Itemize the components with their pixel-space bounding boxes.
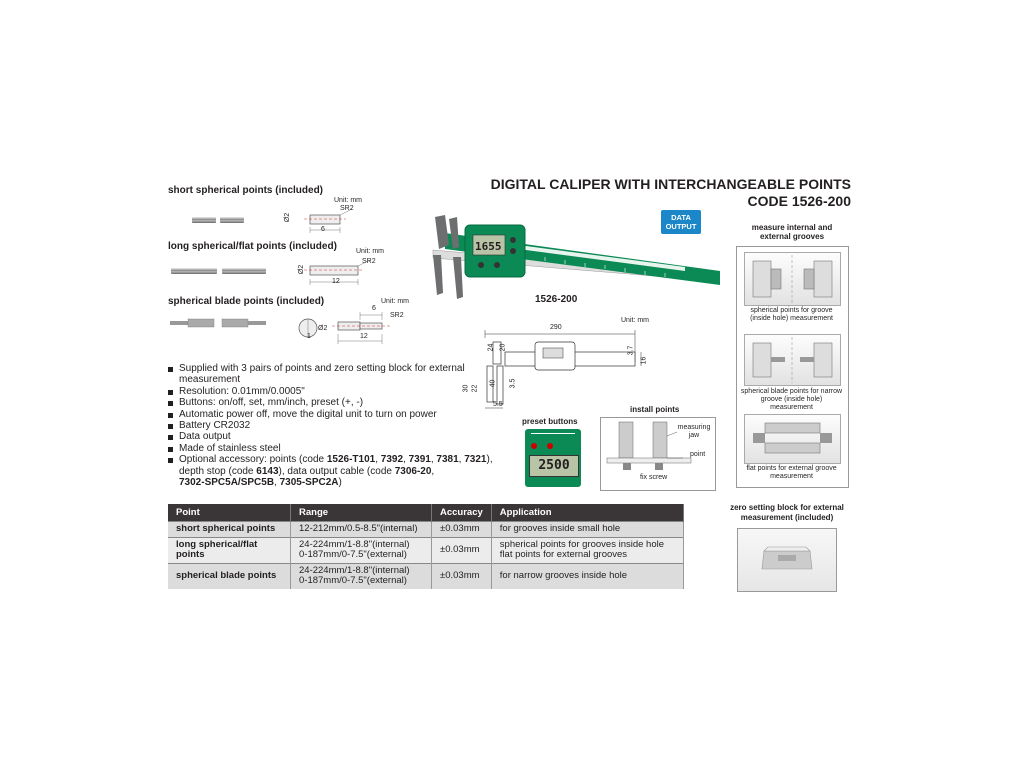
- dim-16: 16: [640, 356, 648, 365]
- blade-dia-label: Ø2: [318, 325, 328, 332]
- caliper-display-value: 1655: [475, 240, 502, 253]
- cell-accuracy: ±0.03mm: [432, 522, 492, 538]
- zero-block-title: zero setting block for external measurement (included): [730, 503, 844, 522]
- cell-point: long spherical/flat points: [168, 537, 291, 563]
- blade-point-pins: [168, 316, 278, 332]
- cell-range: 24-224mm/1-8.8"(internal) 0-187mm/0-7.5"(external): [291, 563, 432, 589]
- header-accuracy: Accuracy: [432, 504, 492, 522]
- header-application: Application: [491, 504, 683, 522]
- feature-item: Made of stainless steel: [168, 443, 498, 454]
- install-point-label: point: [690, 451, 706, 458]
- long-point-drawing: [300, 256, 400, 292]
- short-point-pin-left: [192, 217, 216, 223]
- short-point-drawing: [286, 203, 386, 239]
- cell-point: spherical blade points: [168, 563, 291, 589]
- groove-label-1: spherical points for groove (inside hole) measurement: [750, 307, 833, 322]
- feature-item: Supplied with 3 pairs of points and zero setting block for external measurement: [168, 363, 498, 386]
- dim-20: 20: [499, 343, 507, 352]
- long-unit: Unit: mm: [356, 248, 384, 255]
- long-sr-label: SR2: [362, 258, 376, 265]
- cell-range: 24-224mm/1-8.8"(internal) 0-187mm/0-7.5"(external): [291, 537, 432, 563]
- zero-block-image: [737, 528, 837, 592]
- feature-item: Automatic power off, move the digital unit to turn on power: [168, 409, 498, 420]
- table-header-row: [168, 504, 684, 522]
- cell-point: short spherical points: [168, 522, 291, 538]
- feature-list: [168, 363, 498, 488]
- blade-tip-label: 1: [307, 333, 311, 340]
- cell-application: spherical points for grooves inside hole flat points for external grooves: [491, 537, 683, 563]
- feature-item: Battery CR2032: [168, 420, 498, 431]
- long-len-label: 12: [332, 278, 340, 285]
- long-point-pin-left: [171, 268, 217, 274]
- header-point: Point: [168, 504, 291, 522]
- blade-unit: Unit: mm: [381, 298, 409, 305]
- badge-line1: DATA: [671, 213, 691, 222]
- cell-range: 12-212mm/0.5-8.5"(internal): [291, 522, 432, 538]
- long-dia-label: Ø2: [298, 264, 306, 275]
- spec-table: [168, 504, 684, 589]
- dim-40: 40: [489, 379, 497, 388]
- header-range: Range: [291, 504, 432, 522]
- feature-item: Buttons: on/off, set, mm/inch, preset (+, -): [168, 397, 498, 408]
- install-jaw-label: measuring jaw: [677, 424, 711, 439]
- table-row: [168, 537, 684, 563]
- feature-item-accessory: Optional accessory: points (code 1526-T101, 7392, 7391, 7381, 7321), depth stop (code 6143), data output cable (code 7306-20, 7302-SPC5A/SPC5B, 7305-SPC2A): [168, 454, 498, 488]
- data-output-badge: [661, 210, 701, 234]
- blade-len1-label: 6: [372, 305, 376, 312]
- blade-len2-label: 12: [360, 333, 368, 340]
- long-points-title: long spherical/flat points (included): [168, 241, 337, 252]
- short-unit: Unit: mm: [334, 197, 362, 204]
- cell-accuracy: ±0.03mm: [432, 563, 492, 589]
- table-row: [168, 563, 684, 589]
- blade-points-title: spherical blade points (included): [168, 296, 325, 307]
- blade-sr-label: SR2: [390, 312, 404, 319]
- drawing-unit: Unit: mm: [621, 317, 649, 324]
- dim-290: 290: [550, 324, 562, 331]
- install-title: install points: [630, 405, 680, 414]
- groove-image-1: [744, 252, 841, 306]
- groove-image-3: [744, 414, 841, 464]
- dim-30: 30: [462, 384, 470, 393]
- dim-24: 24: [487, 343, 495, 352]
- dim-3-7: 3.7: [627, 345, 635, 356]
- short-sr-label: SR2: [340, 205, 354, 212]
- grooves-title: measure internal and external grooves: [751, 223, 833, 241]
- cell-application: for narrow grooves inside hole: [491, 563, 683, 589]
- badge-line2: OUTPUT: [665, 222, 697, 231]
- title-line1: DIGITAL CALIPER WITH INTERCHANGEABLE POINTS: [490, 176, 851, 192]
- blade-point-drawing: [294, 304, 414, 350]
- short-point-pin-right: [220, 217, 244, 223]
- install-screw-label: fix screw: [640, 474, 668, 481]
- short-dia-label: Ø2: [284, 212, 292, 223]
- groove-image-2: [744, 334, 841, 386]
- groove-label-2: spherical blade points for narrow groove (inside hole) measurement: [740, 388, 843, 411]
- feature-item: Resolution: 0.01mm/0.0005": [168, 386, 498, 397]
- title-line2: CODE 1526-200: [747, 193, 851, 209]
- preset-display: 2500: [529, 455, 579, 477]
- long-point-pin-right: [222, 268, 266, 274]
- cell-accuracy: ±0.03mm: [432, 537, 492, 563]
- preset-title: preset buttons: [522, 417, 578, 426]
- feature-item: Data output: [168, 431, 498, 442]
- groove-label-3: flat points for external groove measurement: [746, 465, 837, 480]
- cell-application: for grooves inside small hole: [491, 522, 683, 538]
- preset-image: [525, 429, 581, 487]
- short-len-label: 6: [321, 226, 325, 233]
- dim-3-5: 3.5: [509, 378, 517, 389]
- dim-22: 22: [471, 384, 479, 393]
- table-row: [168, 522, 684, 538]
- short-points-title: short spherical points (included): [168, 185, 324, 196]
- dim-5-5: 5.5: [493, 401, 503, 408]
- model-label: 1526-200: [535, 294, 578, 305]
